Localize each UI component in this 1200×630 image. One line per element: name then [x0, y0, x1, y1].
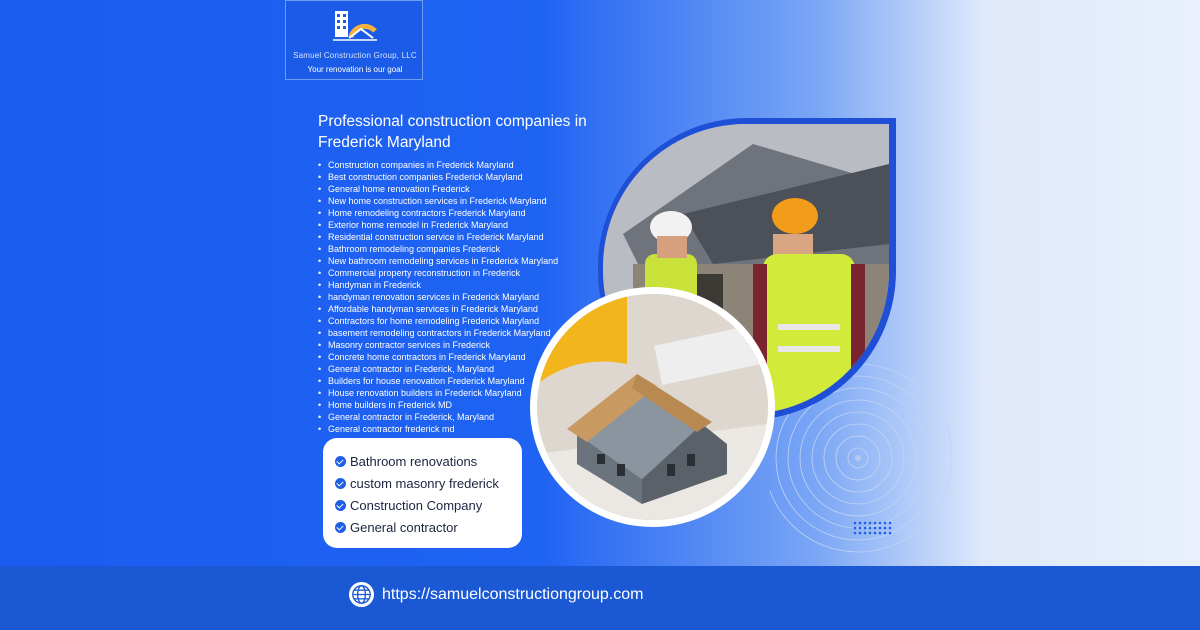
service-item [335, 517, 458, 537]
globe-icon [348, 581, 375, 608]
keyword-item: • Residential construction service in Frederick Maryland [318, 231, 558, 243]
keyword-item: • General contractor in Frederick, Maryland [318, 363, 558, 375]
check-icon [335, 500, 346, 511]
service-item [335, 451, 477, 471]
keyword-item: • Home builders in Frederick MD [318, 399, 558, 411]
keyword-item: • Concrete home contractors in Frederick Maryland [318, 351, 558, 363]
keyword-item: • Builders for house renovation Frederick Maryland [318, 375, 558, 387]
keyword-item: • Masonry contractor services in Frederick [318, 339, 558, 351]
page-headline: Professional construction companies in Frederick Maryland [318, 113, 587, 151]
service-label: Bathroom renovations [350, 453, 478, 469]
keyword-item: • handyman renovation services in Frederick Maryland [318, 291, 558, 303]
service-item [335, 473, 499, 493]
building-logo-icon [331, 7, 379, 43]
website-link[interactable]: https://samuelconstructiongroup.com [382, 586, 644, 603]
keyword-list [318, 159, 558, 435]
house-model-photo [537, 294, 768, 520]
company-logo [285, 0, 423, 80]
keyword-item: • Affordable handyman services in Frederick Maryland [318, 303, 558, 315]
service-label: General contractor [350, 519, 458, 535]
keyword-item: • Construction companies in Frederick Maryland [318, 159, 558, 171]
keyword-item: • basement remodeling contractors in Frederick Maryland [318, 327, 558, 339]
keyword-item: • Handyman in Frederick [318, 279, 558, 291]
check-icon [335, 522, 346, 533]
keyword-item: • New bathroom remodeling services in Frederick Maryland [318, 255, 558, 267]
keyword-item: • General home renovation Frederick [318, 183, 558, 195]
keyword-item: • Best construction companies Frederick Maryland [318, 171, 558, 183]
service-label: custom masonry frederick [350, 475, 499, 491]
logo-company-name: Samuel Construction Group, LLC [293, 51, 417, 60]
keyword-item: • New home construction services in Frederick Maryland [318, 195, 558, 207]
keyword-item: • General contractor frederick md [318, 423, 558, 435]
service-item [335, 495, 482, 515]
keyword-item: • House renovation builders in Frederick Maryland [318, 387, 558, 399]
services-card [323, 438, 522, 548]
keyword-item: • Contractors for home remodeling Frederick Maryland [318, 315, 558, 327]
dot-grid-decoration [852, 520, 892, 536]
service-label: Construction Company [350, 497, 483, 513]
check-icon [335, 456, 346, 467]
keyword-item: • Bathroom remodeling companies Frederick [318, 243, 558, 255]
keyword-item: • Commercial property reconstruction in Frederick [318, 267, 558, 279]
keyword-item: • Home remodeling contractors Frederick Maryland [318, 207, 558, 219]
logo-tagline: Your renovation is our goal [307, 65, 403, 74]
keyword-item: • General contractor in Frederick, Maryland [318, 411, 558, 423]
check-icon [335, 478, 346, 489]
keyword-item: • Exterior home remodel in Frederick Maryland [318, 219, 558, 231]
house-model-illustration [537, 294, 768, 520]
